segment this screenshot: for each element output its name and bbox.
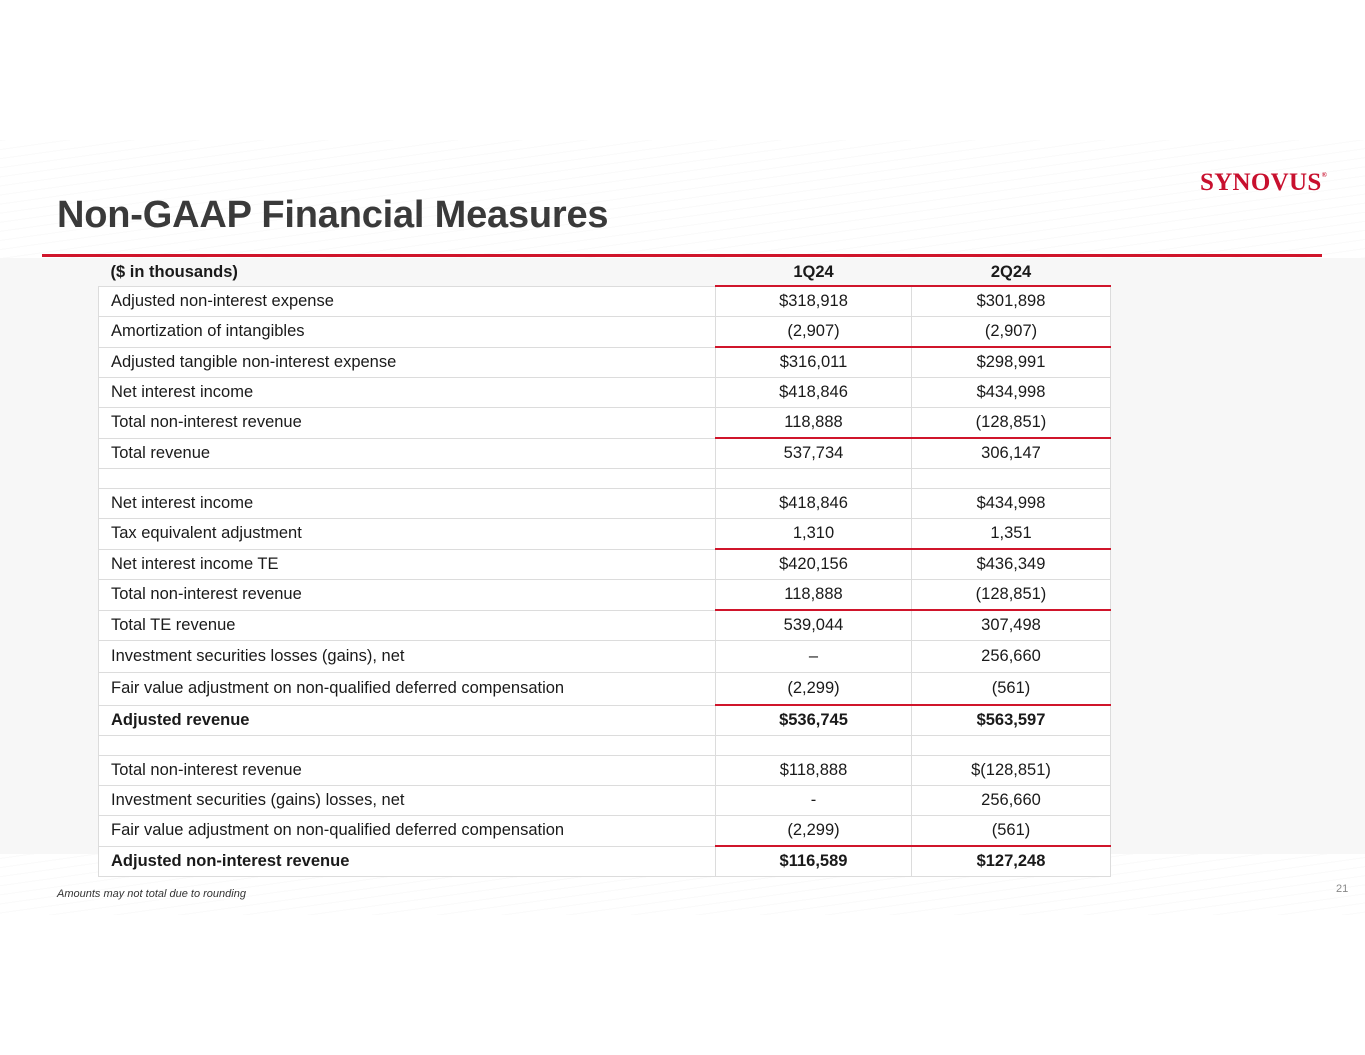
value-2q24: $436,349 bbox=[912, 549, 1111, 580]
value-1q24: (2,299) bbox=[716, 673, 912, 706]
value-1q24: 537,734 bbox=[716, 438, 912, 469]
value-1q24: 118,888 bbox=[716, 408, 912, 439]
row-label: Total revenue bbox=[99, 438, 716, 469]
table-row bbox=[99, 408, 1111, 439]
table-row-total bbox=[99, 705, 1111, 736]
row-label: Net interest income TE bbox=[99, 549, 716, 580]
value-2q24: 256,660 bbox=[912, 641, 1111, 673]
value-1q24: (2,299) bbox=[716, 816, 912, 847]
row-label: Fair value adjustment on non-qualified deferred compensation bbox=[99, 673, 716, 706]
value-2q24 bbox=[912, 469, 1111, 489]
value-2q24: $434,998 bbox=[912, 489, 1111, 519]
value-2q24: 306,147 bbox=[912, 438, 1111, 469]
value-1q24: 1,310 bbox=[716, 519, 912, 550]
value-1q24 bbox=[716, 736, 912, 756]
row-label: Adjusted non-interest expense bbox=[99, 286, 716, 317]
value-2q24: (128,851) bbox=[912, 580, 1111, 611]
table-row bbox=[99, 519, 1111, 550]
row-label: Net interest income bbox=[99, 378, 716, 408]
value-1q24: $536,745 bbox=[716, 705, 912, 736]
value-1q24: $418,846 bbox=[716, 489, 912, 519]
table-row-total bbox=[99, 846, 1111, 877]
table-row bbox=[99, 816, 1111, 847]
header-2q24: 2Q24 bbox=[912, 260, 1111, 286]
registered-mark: ® bbox=[1321, 171, 1328, 179]
row-label: Investment securities losses (gains), net bbox=[99, 641, 716, 673]
table-row bbox=[99, 347, 1111, 378]
table-row bbox=[99, 489, 1111, 519]
row-label: Adjusted revenue bbox=[99, 705, 716, 736]
value-1q24: 539,044 bbox=[716, 610, 912, 641]
row-label bbox=[99, 469, 716, 489]
value-2q24: $563,597 bbox=[912, 705, 1111, 736]
header-1q24: 1Q24 bbox=[716, 260, 912, 286]
table-row bbox=[99, 378, 1111, 408]
row-label: Tax equivalent adjustment bbox=[99, 519, 716, 550]
value-2q24: $301,898 bbox=[912, 286, 1111, 317]
value-1q24 bbox=[716, 469, 912, 489]
page-number: 21 bbox=[1336, 883, 1349, 895]
value-2q24: 307,498 bbox=[912, 610, 1111, 641]
value-1q24: 118,888 bbox=[716, 580, 912, 611]
row-label: Total non-interest revenue bbox=[99, 408, 716, 439]
value-2q24 bbox=[912, 736, 1111, 756]
table-row bbox=[99, 786, 1111, 816]
page-title: Non-GAAP Financial Measures bbox=[57, 194, 609, 236]
logo-wordmark: SYNOVUS bbox=[1200, 169, 1322, 196]
value-2q24: (2,907) bbox=[912, 317, 1111, 348]
table-header-row bbox=[99, 260, 1111, 286]
spacer-row bbox=[99, 736, 1111, 756]
spacer-row bbox=[99, 469, 1111, 489]
value-1q24: (2,907) bbox=[716, 317, 912, 348]
table-row bbox=[99, 286, 1111, 317]
value-2q24: (128,851) bbox=[912, 408, 1111, 439]
table-row bbox=[99, 549, 1111, 580]
row-label: Investment securities (gains) losses, net bbox=[99, 786, 716, 816]
non-gaap-table bbox=[98, 260, 1111, 877]
footnote: Amounts may not total due to rounding bbox=[57, 888, 246, 900]
value-2q24: $(128,851) bbox=[912, 756, 1111, 786]
row-label: Total non-interest revenue bbox=[99, 580, 716, 611]
value-2q24: $434,998 bbox=[912, 378, 1111, 408]
table-row bbox=[99, 641, 1111, 673]
table-row bbox=[99, 610, 1111, 641]
value-1q24: $118,888 bbox=[716, 756, 912, 786]
table-row bbox=[99, 580, 1111, 611]
row-label: Adjusted tangible non-interest expense bbox=[99, 347, 716, 378]
value-2q24: 256,660 bbox=[912, 786, 1111, 816]
value-1q24: $116,589 bbox=[716, 846, 912, 877]
header-units: ($ in thousands) bbox=[99, 260, 716, 286]
value-1q24: - bbox=[716, 786, 912, 816]
value-2q24: 1,351 bbox=[912, 519, 1111, 550]
row-label: Total non-interest revenue bbox=[99, 756, 716, 786]
title-divider bbox=[42, 254, 1322, 257]
row-label: Net interest income bbox=[99, 489, 716, 519]
row-label: Total TE revenue bbox=[99, 610, 716, 641]
table-row bbox=[99, 438, 1111, 469]
synovus-logo bbox=[1200, 169, 1327, 197]
row-label: Adjusted non-interest revenue bbox=[99, 846, 716, 877]
value-1q24: $418,846 bbox=[716, 378, 912, 408]
value-2q24: $127,248 bbox=[912, 846, 1111, 877]
value-1q24: $316,011 bbox=[716, 347, 912, 378]
table-row bbox=[99, 756, 1111, 786]
row-label: Amortization of intangibles bbox=[99, 317, 716, 348]
row-label bbox=[99, 736, 716, 756]
value-2q24: $298,991 bbox=[912, 347, 1111, 378]
row-label: Fair value adjustment on non-qualified deferred compensation bbox=[99, 816, 716, 847]
value-1q24: – bbox=[716, 641, 912, 673]
value-2q24: (561) bbox=[912, 816, 1111, 847]
table-row bbox=[99, 317, 1111, 348]
table-row bbox=[99, 673, 1111, 706]
value-1q24: $318,918 bbox=[716, 286, 912, 317]
value-2q24: (561) bbox=[912, 673, 1111, 706]
value-1q24: $420,156 bbox=[716, 549, 912, 580]
